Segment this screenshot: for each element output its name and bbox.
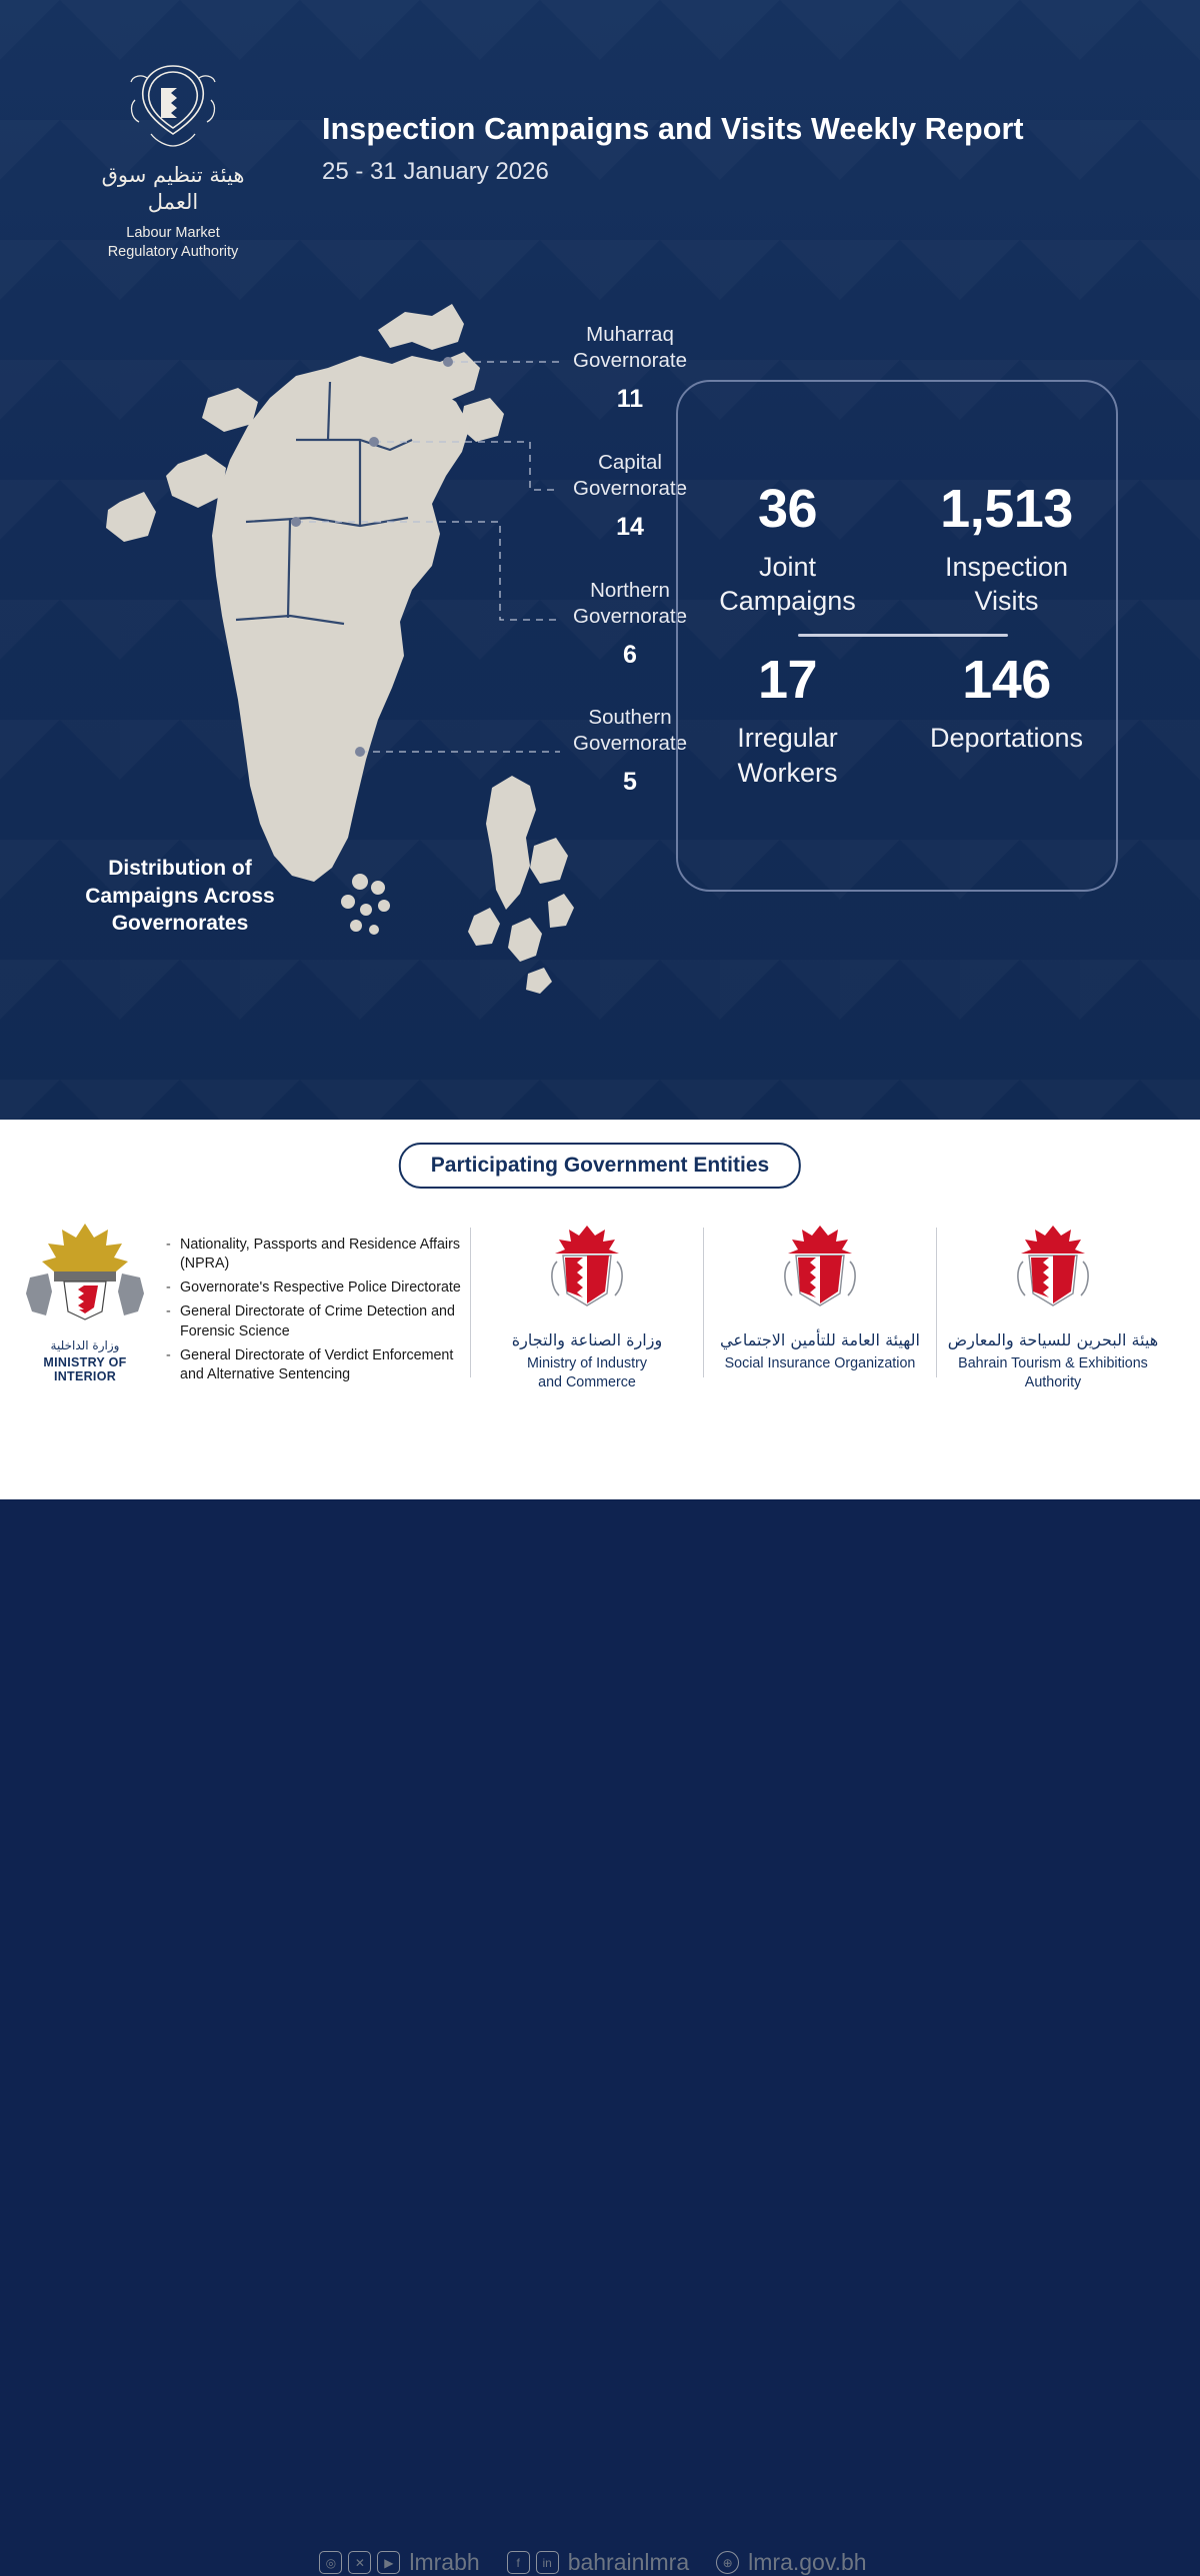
entity-social-insurance-organization (704, 1220, 936, 1399)
governorate-value: 5 (623, 768, 637, 797)
stat-label (684, 721, 891, 790)
governorate-name-line2: Governorate (573, 732, 687, 756)
moi-directorate-list (164, 1220, 470, 1399)
instagram-icon[interactable]: ◎ (319, 2551, 342, 2574)
entity-name-arabic: هيئة البحرين للسياحة والمعارض (947, 1330, 1159, 1349)
social-handle: lmrabh (409, 2549, 480, 2575)
lmra-crest-icon (123, 60, 223, 156)
entity-name-english (471, 1354, 703, 1391)
stat-value: 36 (757, 478, 818, 539)
governorate-name-line2: Governorate (573, 477, 687, 501)
map-caption-line1: Distribution of (108, 857, 252, 880)
governorate-value: 6 (623, 641, 637, 670)
moi-crest-icon (24, 1220, 146, 1331)
governorate-name-line1: Muharraq (586, 323, 674, 346)
stat-label-line2: Workers (737, 757, 838, 788)
report-date-range: 25 - 31 January 2026 (322, 158, 549, 185)
page-title: Inspection Campaigns and Visits Weekly Report (322, 112, 1024, 146)
governorate-name-line2: Governorate (573, 349, 687, 373)
stat-label-line1: Inspection (944, 551, 1069, 582)
entity-name-arabic: وزارة الصناعة والتجارة (511, 1330, 663, 1349)
lmra-logo-english-line1: Labour Market (126, 224, 220, 241)
lmra-logo-arabic: هيئة تنظيم سوق العمل (101, 163, 245, 215)
stat-label-line2: Visits (974, 586, 1039, 617)
entity-name-english-line2: Authority (1024, 1373, 1082, 1390)
list-item: - Governorate's Respective Police Directorate (164, 1279, 470, 1297)
stat-label (903, 550, 1110, 619)
social-group-handle2 (507, 2549, 703, 2576)
x-icon[interactable]: ✕ (348, 2551, 371, 2574)
header-title-block (322, 112, 1024, 186)
stat-label-line1: Joint (758, 551, 817, 582)
lmra-logo-english-line2: Regulatory Authority (107, 244, 239, 261)
moi-logo (24, 1220, 146, 1399)
entity-name-english (704, 1354, 936, 1373)
entity-ministry-of-interior (0, 1220, 470, 1399)
linkedin-icon[interactable]: in (536, 2551, 559, 2574)
entity-name-english (937, 1354, 1169, 1391)
entity-name-english-line1: Ministry of Industry (527, 1355, 647, 1371)
stat-inspection-visits (897, 478, 1116, 635)
entities-row (0, 1220, 1200, 1419)
stat-value: 1,513 (940, 478, 1073, 539)
governorate-name-line1: Northern (590, 579, 670, 602)
footer-social-bar (0, 2549, 1200, 2576)
list-item: - General Directorate of Verdict Enforcement and Alternative Sentencing (164, 1346, 470, 1384)
stat-label-line2: Campaigns (719, 586, 856, 617)
youtube-icon[interactable]: ▶ (377, 2551, 400, 2574)
participants-title: Participating Government Entities (399, 1143, 801, 1189)
stat-label (684, 550, 891, 619)
map-caption-line3: Governorates (111, 912, 249, 936)
governorate-name-line1: Capital (598, 451, 662, 474)
map-caption (40, 855, 320, 938)
social-handle-2: bahrainlmra (567, 2549, 690, 2575)
social-group-website (716, 2549, 880, 2576)
stat-label-line1: Irregular (737, 723, 838, 753)
map-caption-line2: Campaigns Across (85, 884, 275, 908)
top-section (0, 0, 1200, 1120)
facebook-icon[interactable]: f (507, 2551, 530, 2574)
governorate-value: 11 (616, 385, 644, 414)
stat-joint-campaigns (678, 478, 897, 635)
entity-name-english-line1: Bahrain Tourism & Exhibitions (958, 1355, 1148, 1371)
stat-deportations (897, 635, 1116, 756)
participants-section (0, 1120, 1200, 2575)
stat-label (903, 721, 1110, 756)
lmra-logo (78, 60, 268, 263)
stat-label-line1: Deportations (929, 723, 1084, 753)
website-url: lmra.gov.bh (748, 2549, 867, 2575)
stat-irregular-workers (678, 635, 897, 790)
sio-crest-icon (774, 1222, 866, 1319)
entity-ministry-of-industry-and-commerce (471, 1220, 703, 1399)
moi-caption-arabic: وزارة الداخلية (50, 1338, 120, 1352)
stat-value: 17 (757, 650, 818, 710)
social-group-handle1 (319, 2549, 493, 2576)
entity-bahrain-tourism-and-exhibitions-authority (937, 1220, 1169, 1399)
governorate-name-line2: Governorate (573, 605, 687, 629)
governorate-name-line1: Southern (588, 706, 672, 729)
card-divider (798, 634, 1008, 637)
lmra-logo-english (78, 224, 268, 263)
entity-name-english-line2: and Commerce (538, 1373, 636, 1390)
entity-name-english-line1: Social Insurance Organization (724, 1355, 916, 1371)
moic-crest-icon (541, 1222, 633, 1319)
statistics-card (676, 380, 1118, 892)
governorate-value: 14 (616, 513, 644, 542)
globe-icon[interactable]: ⊕ (716, 2551, 739, 2574)
entity-name-arabic: الهيئة العامة للتأمين الاجتماعي (720, 1330, 920, 1349)
list-item: - Nationality, Passports and Residence Affairs (NPRA) (164, 1236, 470, 1274)
stat-value: 146 (962, 650, 1051, 710)
btea-crest-icon (1007, 1222, 1099, 1319)
moi-caption-english: MINISTRY OF INTERIOR (43, 1355, 127, 1383)
list-item: - General Directorate of Crime Detection and Forensic Science (164, 1302, 470, 1340)
